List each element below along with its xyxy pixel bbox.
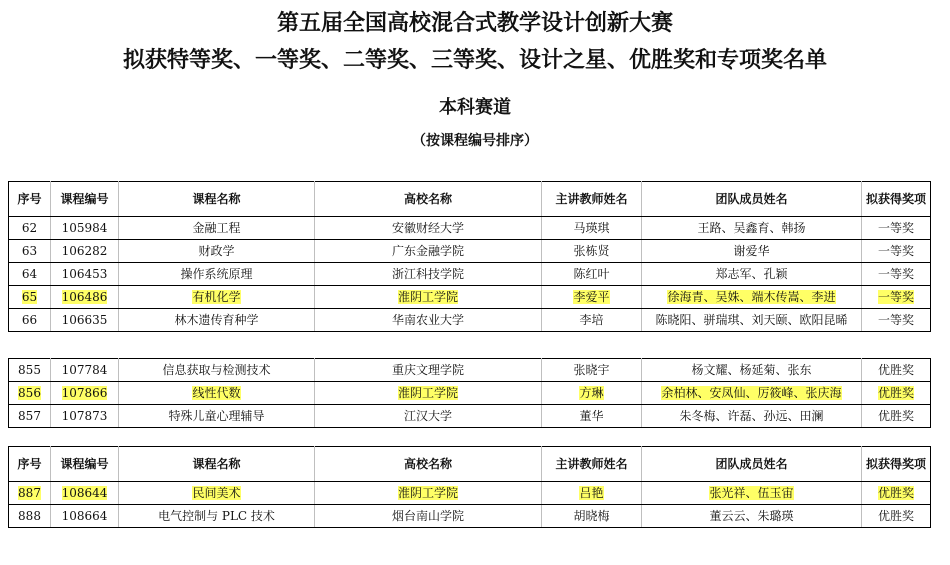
course-name-cell-text: 信息获取与检测技术: [162, 363, 271, 377]
code-cell-text: 107866: [61, 386, 108, 400]
award-cell: [862, 309, 931, 332]
table-row: [9, 286, 931, 309]
teacher-cell-text: 方琳: [579, 386, 604, 400]
seq-cell-text: 887: [18, 486, 41, 500]
school-cell: [315, 359, 542, 382]
team-cell: [642, 505, 862, 528]
course-name-cell-text: 线性代数: [192, 386, 241, 400]
teacher-cell: [542, 482, 642, 505]
table-row: [9, 359, 931, 382]
school-cell: [315, 263, 542, 286]
seq-cell-text: 65: [21, 290, 38, 304]
table-row: [9, 405, 931, 428]
seq-cell-text: 63: [21, 244, 38, 258]
award-table-b: [8, 358, 931, 428]
code-cell: [51, 263, 119, 286]
course-name-cell-text: 财政学: [198, 244, 235, 258]
seq-cell: [9, 505, 51, 528]
team-cell-text: 王路、吴鑫育、韩扬: [697, 221, 806, 235]
school-cell-text: 安徽财经大学: [391, 221, 464, 235]
table-row: [9, 217, 931, 240]
code-cell: [51, 309, 119, 332]
award-table-c: [8, 446, 931, 528]
code-cell-text: 106282: [61, 244, 108, 258]
header-course-name: 课程名称: [119, 182, 315, 217]
teacher-cell-text: 李爱平: [573, 290, 610, 304]
team-cell-text: 董云云、朱璐瑛: [709, 509, 794, 523]
table-row: [9, 263, 931, 286]
school-cell: [315, 505, 542, 528]
course-name-cell-text: 电气控制与 PLC 技术: [158, 509, 275, 523]
teacher-cell-text: 张晓宇: [573, 363, 610, 377]
award-cell: [862, 286, 931, 309]
code-cell: [51, 217, 119, 240]
code-cell: [51, 382, 119, 405]
teacher-cell-text: 胡晓梅: [573, 509, 610, 523]
team-cell-text: 朱冬梅、许磊、孙远、田澜: [679, 409, 824, 423]
award-cell-text: 优胜奖: [877, 363, 914, 377]
team-cell: [642, 240, 862, 263]
seq-cell-text: 62: [21, 221, 38, 235]
seq-cell: [9, 382, 51, 405]
school-cell: [315, 286, 542, 309]
team-cell: [642, 482, 862, 505]
school-cell-text: 淮阴工学院: [397, 290, 458, 304]
school-cell-text: 淮阴工学院: [397, 486, 458, 500]
header-team: 团队成员姓名: [642, 447, 862, 482]
seq-cell: [9, 405, 51, 428]
seq-cell-text: 855: [18, 363, 41, 377]
course-name-cell: [119, 240, 315, 263]
award-cell-text: 一等奖: [877, 244, 914, 258]
teacher-cell: [542, 217, 642, 240]
track-heading: 本科赛道: [439, 97, 511, 118]
award-cell: [862, 382, 931, 405]
school-cell-text: 广东金融学院: [391, 244, 464, 258]
teacher-cell-text: 马瑛琪: [573, 221, 610, 235]
document-title: 第五届全国高校混合式教学设计创新大赛: [276, 11, 673, 36]
header-seq: 序号: [9, 447, 51, 482]
teacher-cell-text: 李培: [579, 313, 604, 327]
teacher-cell: [542, 309, 642, 332]
course-name-cell-text: 操作系统原理: [180, 267, 253, 281]
seq-cell-text: 856: [18, 386, 41, 400]
table-row: [9, 240, 931, 263]
table-header-row: [9, 182, 931, 217]
award-cell: [862, 405, 931, 428]
course-name-cell: [119, 309, 315, 332]
school-cell: [315, 382, 542, 405]
team-cell-text: 杨文耀、杨延菊、张东: [691, 363, 812, 377]
teacher-cell: [542, 359, 642, 382]
header-award: 拟获得奖项: [862, 447, 931, 482]
table-row: [9, 382, 931, 405]
code-cell: [51, 405, 119, 428]
award-cell: [862, 505, 931, 528]
code-cell-text: 108644: [61, 486, 108, 500]
school-cell-text: 江汉大学: [403, 409, 452, 423]
course-name-cell-text: 特殊儿童心理辅导: [168, 409, 265, 423]
code-cell-text: 106453: [61, 267, 108, 281]
school-cell-text: 重庆文理学院: [391, 363, 464, 377]
course-name-cell: [119, 263, 315, 286]
seq-cell: [9, 240, 51, 263]
award-cell-text: 优胜奖: [877, 386, 914, 400]
code-cell-text: 105984: [61, 221, 108, 235]
header-teacher: 主讲教师姓名: [542, 182, 642, 217]
teacher-cell: [542, 240, 642, 263]
school-cell-text: 淮阴工学院: [397, 386, 458, 400]
team-cell-text: 张光祥、伍玉宙: [709, 486, 794, 500]
code-cell: [51, 482, 119, 505]
award-cell-text: 优胜奖: [877, 509, 914, 523]
header-teacher: 主讲教师姓名: [542, 447, 642, 482]
seq-cell: [9, 263, 51, 286]
course-name-cell: [119, 286, 315, 309]
code-cell: [51, 359, 119, 382]
award-cell-text: 优胜奖: [877, 409, 914, 423]
course-name-cell: [119, 217, 315, 240]
header-award: 拟获得奖项: [862, 182, 931, 217]
code-cell: [51, 505, 119, 528]
teacher-cell-text: 吕艳: [579, 486, 604, 500]
seq-cell: [9, 309, 51, 332]
award-table-a: [8, 181, 931, 332]
team-cell: [642, 309, 862, 332]
team-cell-text: 余柏林、安凤仙、厉筱峰、张庆海: [661, 386, 842, 400]
course-name-cell: [119, 505, 315, 528]
award-cell: [862, 240, 931, 263]
table-row: [9, 505, 931, 528]
seq-cell-text: 857: [18, 409, 41, 423]
team-cell: [642, 405, 862, 428]
school-cell-text: 华南农业大学: [391, 313, 464, 327]
team-cell: [642, 217, 862, 240]
course-name-cell: [119, 382, 315, 405]
header-code: 课程编号: [51, 182, 119, 217]
code-cell-text: 106635: [61, 313, 108, 327]
course-name-cell-text: 金融工程: [192, 221, 241, 235]
seq-cell: [9, 359, 51, 382]
team-cell: [642, 382, 862, 405]
award-cell-text: 一等奖: [877, 290, 914, 304]
code-cell: [51, 286, 119, 309]
teacher-cell: [542, 505, 642, 528]
award-cell: [862, 263, 931, 286]
award-cell: [862, 217, 931, 240]
school-cell-text: 烟台南山学院: [391, 509, 464, 523]
school-cell-text: 浙江科技学院: [391, 267, 464, 281]
header-code: 课程编号: [51, 447, 119, 482]
school-cell: [315, 482, 542, 505]
award-cell-text: 一等奖: [877, 313, 914, 327]
document-subtitle: 拟获特等奖、一等奖、二等奖、三等奖、设计之星、优胜奖和专项奖名单: [122, 48, 827, 73]
course-name-cell: [119, 482, 315, 505]
school-cell: [315, 240, 542, 263]
course-name-cell-text: 民间美术: [192, 486, 241, 500]
sort-note: （按课程编号排序）: [412, 133, 538, 149]
code-cell-text: 108664: [61, 509, 108, 523]
award-cell: [862, 359, 931, 382]
table-row: [9, 482, 931, 505]
header-seq: 序号: [9, 182, 51, 217]
award-cell-text: 优胜奖: [877, 486, 914, 500]
course-name-cell: [119, 359, 315, 382]
teacher-cell: [542, 405, 642, 428]
award-cell-text: 一等奖: [877, 221, 914, 235]
team-cell-text: 郑志军、孔颖: [715, 267, 788, 281]
course-name-cell-text: 有机化学: [192, 290, 241, 304]
seq-cell: [9, 482, 51, 505]
course-name-cell: [119, 405, 315, 428]
seq-cell-text: 66: [21, 313, 38, 327]
seq-cell: [9, 286, 51, 309]
seq-cell-text: 888: [18, 509, 41, 523]
team-cell-text: 谢爱华: [733, 244, 770, 258]
teacher-cell-text: 董华: [579, 409, 604, 423]
team-cell-text: 陈晓阳、骈瑞琪、刘天颐、欧阳昆晞: [655, 313, 848, 327]
school-cell: [315, 309, 542, 332]
school-cell: [315, 405, 542, 428]
teacher-cell: [542, 382, 642, 405]
code-cell-text: 106486: [61, 290, 108, 304]
header-school: 高校名称: [315, 182, 542, 217]
header-course-name: 课程名称: [119, 447, 315, 482]
team-cell: [642, 286, 862, 309]
code-cell-text: 107784: [61, 363, 108, 377]
team-cell: [642, 263, 862, 286]
school-cell: [315, 217, 542, 240]
table-header-row: [9, 447, 931, 482]
teacher-cell-text: 陈红叶: [573, 267, 610, 281]
seq-cell: [9, 217, 51, 240]
teacher-cell-text: 张栋贤: [573, 244, 610, 258]
team-cell: [642, 359, 862, 382]
code-cell-text: 107873: [61, 409, 108, 423]
teacher-cell: [542, 263, 642, 286]
award-cell: [862, 482, 931, 505]
header-school: 高校名称: [315, 447, 542, 482]
course-name-cell-text: 林木遗传育种学: [174, 313, 259, 327]
award-cell-text: 一等奖: [877, 267, 914, 281]
teacher-cell: [542, 286, 642, 309]
code-cell: [51, 240, 119, 263]
seq-cell-text: 64: [21, 267, 38, 281]
team-cell-text: 徐海青、吴姝、端木传嵩、李进: [667, 290, 836, 304]
table-row: [9, 309, 931, 332]
header-team: 团队成员姓名: [642, 182, 862, 217]
